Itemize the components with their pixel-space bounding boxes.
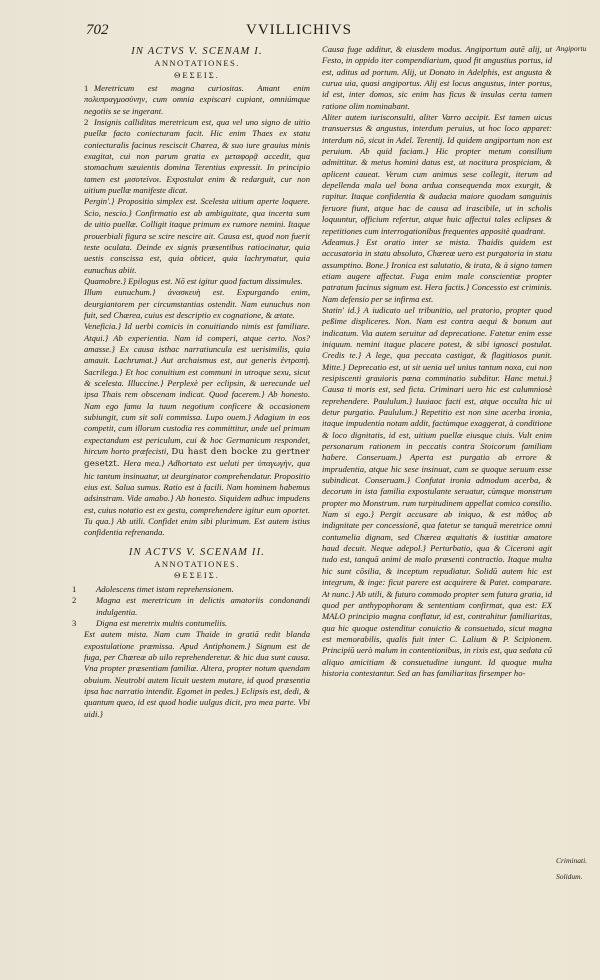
thesis-item <box>72 595 310 618</box>
commentary-text: Egomet in pedes.} Eclipsis est, dedi, & quantum queo, id est quod hodie uulgus dicit, pro mea parte. <box>84 685 311 708</box>
commentary-text: Quod facerem.} Ab honesto. Nam ego famu la tuum negotium conficere & occasionem subiungit, cum sit soli commissa. <box>84 389 310 422</box>
commentary-text: Atqui.} Ab experientia. Nam id comperi, atque certo. <box>84 332 288 343</box>
page-header <box>0 22 600 42</box>
item-number: 1 <box>72 583 77 594</box>
commentary-text: Ab quid faciam.} Hic propter metum consilium admittitur. & metus homini datus est, ut nocitura prospiciam, & aplicent caueat. Verum cum animus sese collegit, iterum ad depellenda mala uel bona ardua consequenda mox exurgit, & rapitur. Itaque confidentia & audacia maiore quodam sanguinis feruore fiunt, atque hac de causa ad irascibile, ut in scholis loquuntur, officium refertur, atque huic affectui tales eclipses & repetitiones cum interrogationibus frequentes appositè quadrant. <box>322 146 552 236</box>
item-number: 2 <box>84 117 89 128</box>
thesis-item <box>84 117 310 196</box>
item-number: 2 <box>72 595 77 606</box>
commentary-paragraph <box>322 237 552 305</box>
commentary-text: Hera factis.} Concessio est criminis. Nam defensio per se infirma est. <box>322 282 552 304</box>
commentary-text: At nunc.} Ab utili, & futuro commodo propter sem futura gratia, id quod per anthypophoram & sententiam confirmat, qua est: <box>322 588 552 610</box>
commentary-text: Credis te.} A lege, qua peccata castigat, & flagitiosos punit. <box>322 350 552 361</box>
commentary-text: Non. Nam est contra aequi & bonum aut indicatum. Via autem seruitur ad deprecatione. Fatetur enim esse iniquum. nemini itaque placere potest, & sibi ignosci postulat. <box>322 316 552 349</box>
commentary-text: Hanc metui.} Causa ti moris est, sed ficta. Criminari uero hic est calumniosè reprehendere. <box>322 372 552 406</box>
item-number: 3 <box>72 617 77 628</box>
commentary-text: Lupo ouem.} Adagium in eos competit, cum illorum custodia res committitur, unde uel primum expectandum est periculum, cui & hoc Germanicum respondet, hircum horto præfecisti, <box>84 412 310 457</box>
commentary-text: Hera mea.} Adhortato est ueluti per ὑπαγωγὴν, qua hic tantum insinuatur, ut deurginator comprehendatur. <box>84 458 310 481</box>
margin-note: Angiportu <box>556 44 587 53</box>
commentary-paragraph <box>84 321 310 539</box>
commentary-text: Tu qua.} Ab utili. Confidet enim sibi plurimum. Est autem istius confidentia refrenanda. <box>84 516 310 538</box>
commentary-text: Vbi uidi.} <box>84 697 310 719</box>
commentary-text: Lachrumat.} Aut archaismus est, aut generis ἐντροπή. <box>114 355 310 366</box>
commentary-text: Bone.} Ironica est salutatio, & irata, & à signo tamen etiam augere affectat. Fuga enim male conscientiæ propter patratum facinus signum est. <box>322 259 552 293</box>
commentary-text: Veneficia.} Id uerbi comicis in conuitiando nimis est familiare. <box>84 321 310 332</box>
running-head: VVILLICHIVS <box>246 22 352 38</box>
margin-note: Criminati. <box>556 856 588 865</box>
commentary-text: Est autem mista. Nam cum Thaide in gratiā redit blanda expostulatione præmissa. <box>84 629 310 651</box>
commentary-text: Aliter autem iurisconsulti, aliter Varro accipit. Est tamen uicus transuersus & angustus, interdum peruius, ut hoc loco apparet: interdum nō, sicut in Adel. Terentij. Id quidem angiportum non est peruium. <box>322 112 552 157</box>
thesis-item <box>84 83 310 117</box>
page-number: 702 <box>86 22 109 38</box>
commentary-text: Statin' id.} A iudicato uel tribunitio, uel pratorio, propter quod peßime displiceres. <box>322 304 552 327</box>
commentary-paragraph: Quamobre.} Epilogus est. Nō est igitur quod factum dissimules. <box>84 275 303 286</box>
item-text: Meretricum est magna curiositas. Amant enim πολυπραγμοσύνην, cum omnia expiscari cupiant, omniúmque negotiis se se ingerant. <box>84 83 310 116</box>
commentary-text: Vide amabo.} Ab honesto. Siquidem adhuc impudens est, cuius notatio est ex gestu, comprehendere igitur eum oportet. <box>84 493 310 515</box>
theses-label: ΘΕΣΕΙΣ. <box>174 570 220 581</box>
commentary-text: Illuccine.} Perplexè per eclipsin, & uerecunde uel ipsa Thais rem obscenam indicat. <box>84 377 311 400</box>
commentary-paragraph: Causa fuge additur, & eiusdem modus. Angiportum autē alij, ut Festo, in oppido iter compendiarium, quod fit angustius portus, id est, aditus ad portum. Alij, ut Donato in Adelphis, est angusta & curua uia, quasi angiportus. Alij est locus angustus, inter portus, id est, inter domos, sic enim has ficus & insulas certa tamen ratione olim nominabant. <box>322 44 552 111</box>
thesis-item <box>72 617 310 629</box>
thesis-item <box>72 583 310 595</box>
commentary-text: Sacrilega.} Et hoc conuitium est communi in utroque sexu, sicut & scelesta. <box>84 366 310 388</box>
left-column <box>72 44 311 720</box>
commentary-text: Nam si ego.} Pergit accusare ab iniquo, & est πάθος ab indignitate per concessionē, qua fatetur se tanquā meretrice omni contumelia dignam, sed Chærea æquitatis & iustitiæ amatore haud decuit. <box>322 509 552 554</box>
commentary-text: Nos? amasse.} Ex causa isthac narratiuncula est uerisimilis, quia amauit. <box>84 332 310 366</box>
german-proverb: Du hast den bocke zu gertner gesetzt. <box>84 447 310 470</box>
commentary-text: Conseruam.} Confutat ironia admodum acerba, & decorum in ista familia expostulante seruatur, cùmque monstrum propter mo Monstrum. rum turpitudinem appellat comico consilio. <box>322 475 552 508</box>
commentary-text: Paululum.} Repetitio est non sine acerba ironia, itaque impudentia notam addit, factùmque exaggerat, à conditione & loco dignitatis, id est, uitium puellæ eiusque ciuis. Vult enim personarum rationem in peccatis contra Stoicorum familiam habere. <box>322 407 552 463</box>
section-heading: IN ACTVS V. SCENAM II. <box>128 546 266 558</box>
commentary-text: Adeamus.} Est oratio inter se mista. Thaidis quidem est accusatoria in statu absoluto, Chæreæ uero est purgatoria in statu assumptino. <box>322 236 552 270</box>
commentary-text: Mitte.} Deprecatio est, ut sit uenia uel unius tantum noxa, cui non resipiscenti grauioris pœna comminatio subditur. <box>322 361 552 383</box>
item-text: Magna est meretricum in delictis amatoriis condonandi indulgentia. <box>96 595 310 617</box>
commentary-text: Paululum.} Iuuiaoc facti est, atque occulta hic ui detur purgatio. <box>322 395 552 417</box>
section-heading: IN ACTVS V. SCENAM I. <box>131 46 263 57</box>
item-text: Insignis calliditas meretricum est, qua vel uno signo de uitio puellæ facto coniecturam facit. Hic enim Thaes ex statu coniecturalis facinus resciscit Chærea, & suo iure grauius minis exagitat, cui non parum gratia ex μεταφορᾷ accedit, qua stomachum sæuientis domina Terentius expressit. In principio tamen est μισοτείνοι. Expostulat enim & redarguit, cur non uitium puellæ manifeste dicat. <box>84 117 310 196</box>
commentary-text: Patet. comparare. <box>489 577 552 588</box>
theses-label: ΘΕΣΕΙΣ. <box>174 69 220 80</box>
commentary-paragraph: Pergin'.} Propositio simplex est. Scelesta uitium aperte loquere. Scio, nescio.} Confirmatio est ab ambiguitate, qua incerta sum de uitio puellæ. Colligit itaque primum ex rumore nemini. Itaque prouerbiali figura se scire nescire ait. Causa est, quod non fuerit teste oculata. Deinde ex signis præsentibus ratiocinatur, quia uestis conscissa est, quia obticet, quia lachrymatur, quia eunuchus abiit. <box>84 196 310 275</box>
annotations-label: ANNOTATIONES. <box>154 559 240 570</box>
item-number: 1 <box>84 83 89 94</box>
section-gap <box>84 539 310 545</box>
right-column <box>322 44 552 679</box>
commentary-paragraph <box>322 112 552 237</box>
annotations-label: ANNOTATIONES. <box>154 58 240 69</box>
commentary-text: EX MALO principio magna conflatur, id est, contrahitur familiaritas, qua hic quoque ostenditur conuictio & consuetudo, sicut magna est memorabilis, qualis fuit inter C. Lalium & P. Scipionem. Principiū uerò malum in contentionibus, in rixis est, qua sedata cū aliquo amicitiam & consuetudine iungunt. Id quoque multa historia contestantur. Sed an has familiaritas firsemper ho- <box>322 599 553 678</box>
commentary-text: Apud Antiphonem.} Signum est de fuga, per Chæreæ ab uilo reprehenderetur. & hic dua sunt causa. Vna propter præsentiam familiæ. Altera, propter notum quendam obuium. Neutrobi autem licuit uestem mutare, id quod præsentia ipsa hac narratio intendit. <box>84 640 310 696</box>
margin-note: Solidum. <box>556 872 583 881</box>
item-text: Digna est meretrix multis contumeliis. <box>96 617 228 628</box>
commentary-paragraph <box>322 305 552 679</box>
commentary-paragraph: Illum eunuchum.} ἀνασκευὴ est. Expurgando enim, deurgiantorem per circumstantias ostendit. Nam eunuchus non fuit, sed Chærea, cuius est descriptio ex cognatione, & ætate. <box>84 287 310 320</box>
item-text: Adolescens timet istam reprehensionem. <box>96 583 234 594</box>
commentary-text: Conseruam.} Aperta est purgatio ab errore & imprudentia, atque hic sese insinuat, cum se quoque seruum esse subindicat. <box>322 452 552 486</box>
commentary-text: Neque adepol.} Perturbatio, qua & Ciceroni agit tudo est, tanquā animi de malo præsenti contractio. Itaque multa hic sunt cōsilia, & inceptum repudiatur. Solidū autem hic est integrum, & inge: ficut parere est acquirere & <box>322 543 553 588</box>
commentary-text: Propositio eius est. Salua sumus. <box>84 470 311 493</box>
commentary-text: Ratio est à facili. Nam hominem habemus adsinstram. <box>84 482 310 504</box>
commentary-paragraph <box>84 629 310 720</box>
